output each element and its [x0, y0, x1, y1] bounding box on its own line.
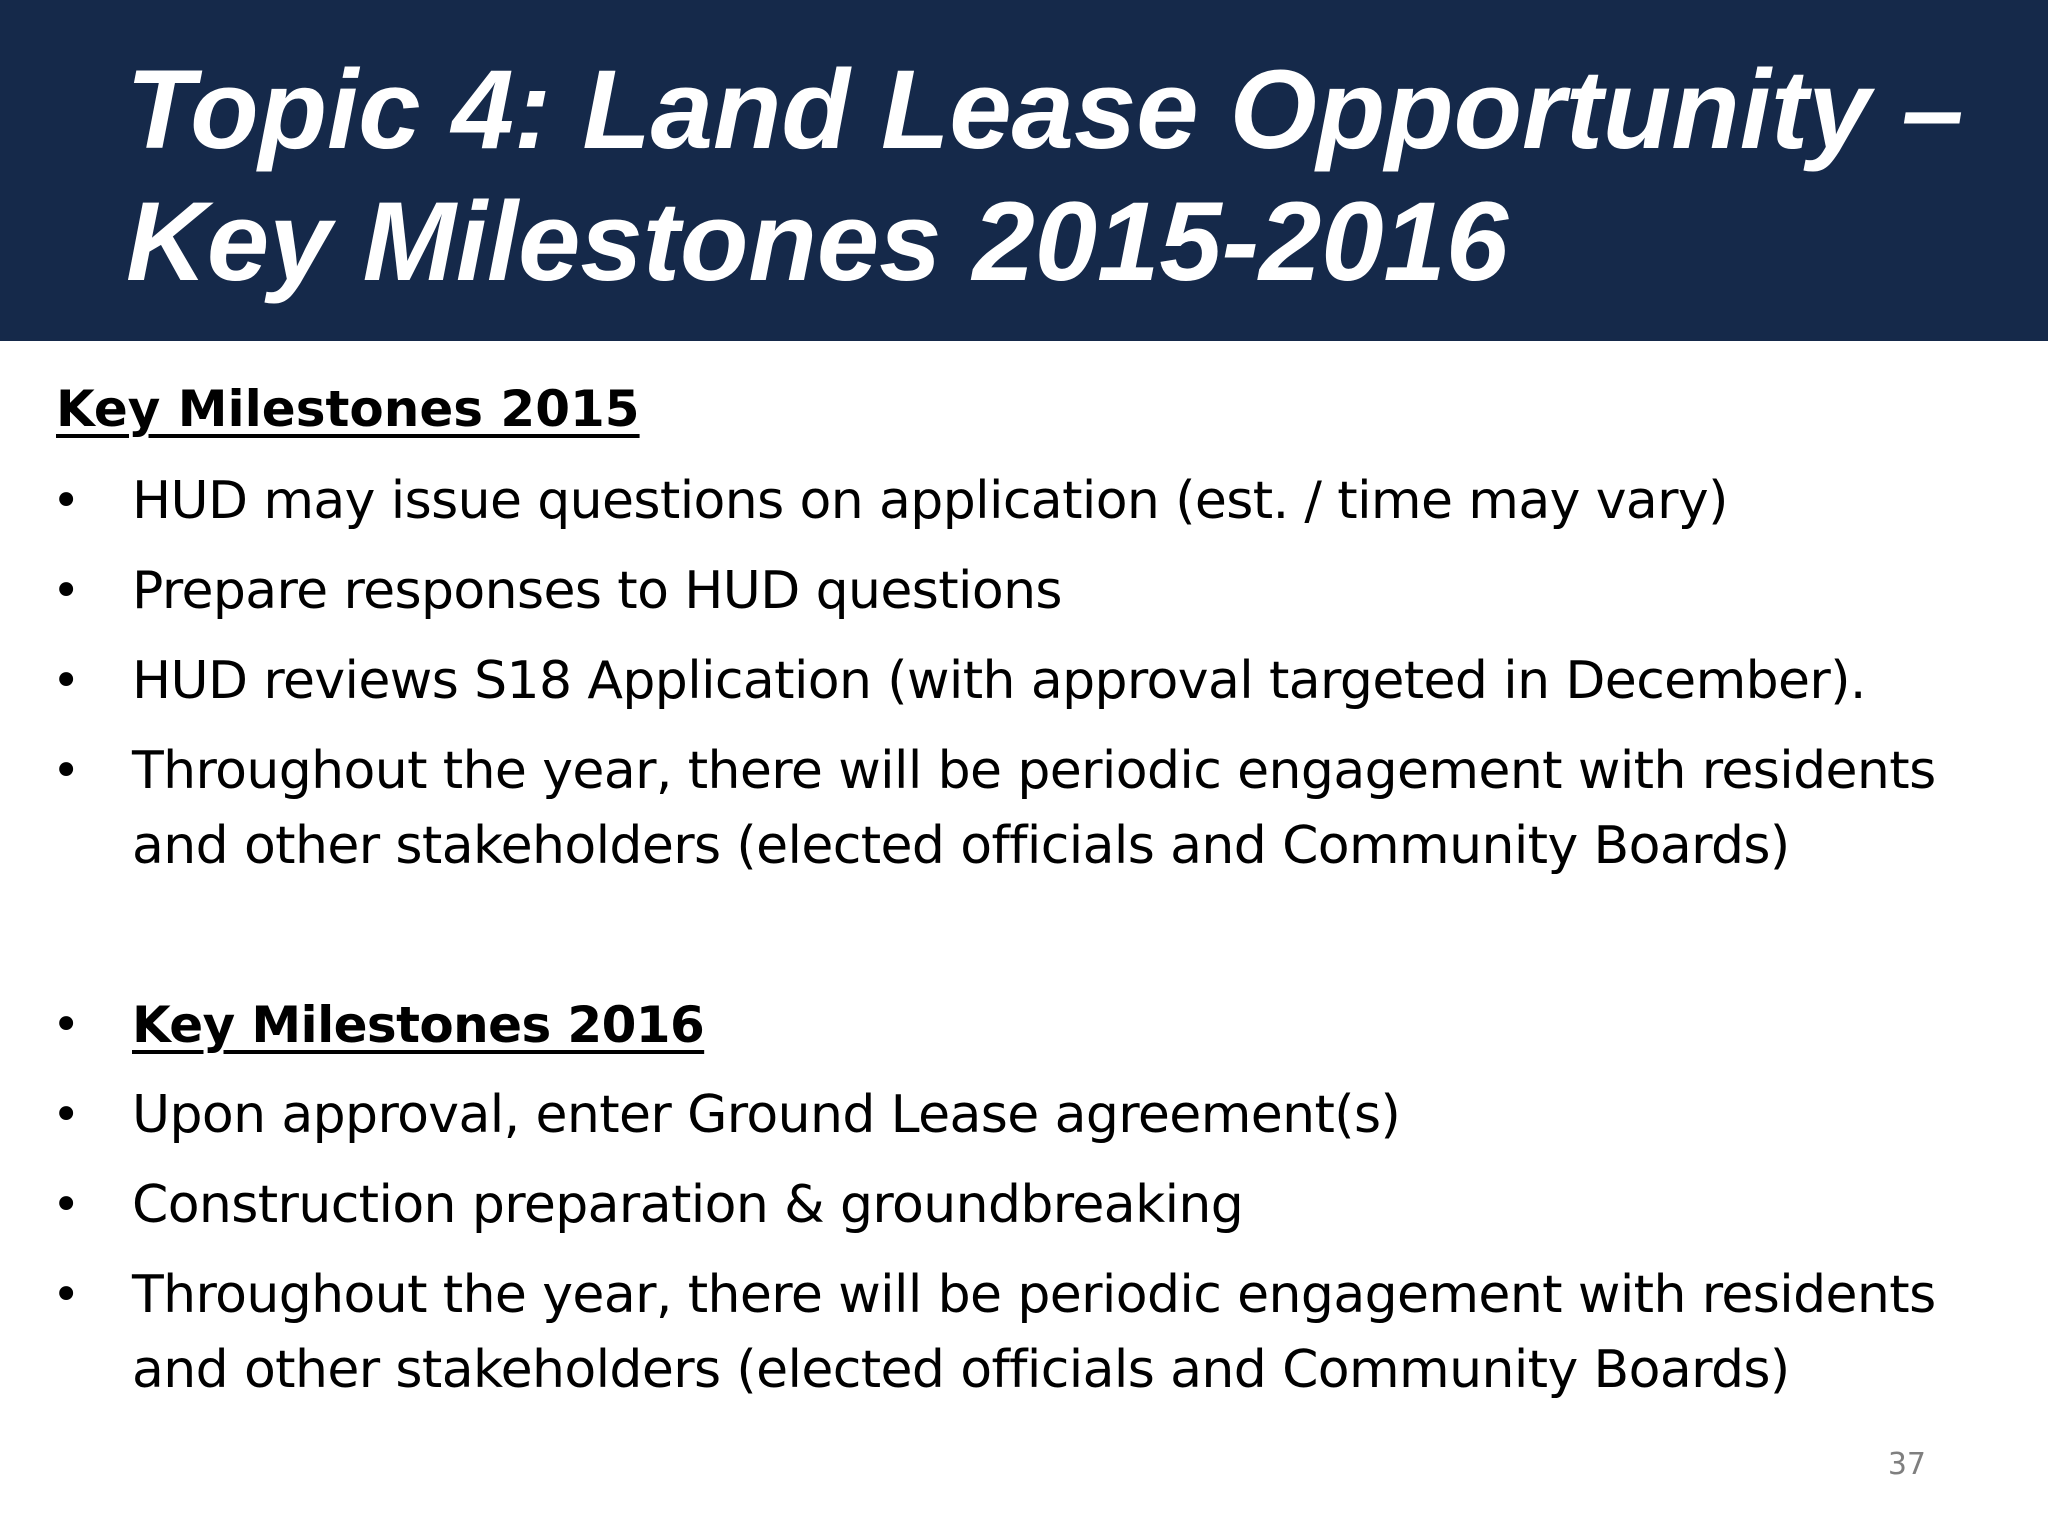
title-bar — [0, 0, 2048, 341]
slide-title — [126, 44, 1964, 308]
bullet-icon: • — [52, 653, 81, 709]
bullet-icon: • — [52, 1177, 81, 1233]
bullet-text: Prepare responses to HUD questions — [132, 561, 1062, 621]
bullet-icon: • — [52, 997, 81, 1053]
slide-title-line-1: Topic 4: Land Lease Opportunity – — [126, 47, 1964, 172]
bullet-text: Construction preparation & groundbreaking — [132, 1175, 1244, 1235]
bullet-icon: • — [52, 563, 81, 619]
bullet-text: Throughout the year, there will be periodic engagement with residents and other stakeholders (elected officials and Community Boards) — [132, 1265, 1936, 1400]
section-heading-2016: Key Milestones 2016 — [132, 996, 705, 1054]
bullet-text: HUD reviews S18 Application (with approval targeted in December). — [132, 651, 1866, 711]
bullet-text: HUD may issue questions on application (est. / time may vary) — [132, 471, 1728, 531]
bullet-text: Upon approval, enter Ground Lease agreement(s) — [132, 1085, 1401, 1145]
section-heading-2015: Key Milestones 2015 — [56, 380, 640, 438]
slide-title-line-2: Key Milestones 2015-2016 — [126, 179, 1509, 304]
bullet-icon: • — [52, 473, 81, 529]
bullet-text: Throughout the year, there will be periodic engagement with residents and other stakeholders (elected officials and Community Boards) — [132, 741, 1936, 876]
bullet-icon: • — [52, 743, 81, 799]
bullet-icon: • — [52, 1267, 81, 1323]
page-number: 37 — [1887, 1447, 1926, 1482]
bullet-icon: • — [52, 1087, 81, 1143]
